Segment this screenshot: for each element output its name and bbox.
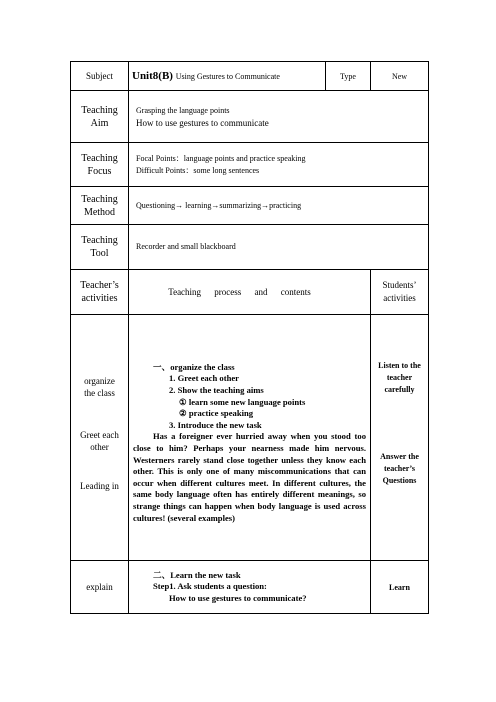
students-header-line-1: Students’ xyxy=(382,280,417,290)
aim-label-line-2: Aim xyxy=(90,117,109,129)
type-value: New xyxy=(371,62,429,91)
organize-sub-1: ① learn some new language points xyxy=(179,396,306,407)
organize-heading: 一、organize the class xyxy=(153,361,235,372)
unit-title xyxy=(129,62,326,91)
method-label xyxy=(71,187,129,225)
explain-step: Step1. Ask students a question: xyxy=(153,581,267,592)
leading-in-label: Leading in xyxy=(80,481,119,491)
type-label: Type xyxy=(326,62,371,91)
organize-item-3: 3. Introduce the new task xyxy=(169,419,262,430)
aim-label xyxy=(71,91,129,143)
aim-line-1: Grasping the language points xyxy=(136,105,230,115)
focus-line-1: Focal Points：language points and practice speaking xyxy=(136,153,306,163)
focus-content xyxy=(129,143,429,187)
learn-activity: Learn xyxy=(371,561,429,614)
focus-label-line-2: Focus xyxy=(87,165,112,177)
explain-question: How to use gestures to communicate? xyxy=(169,592,307,603)
teacher-header-line-2: activities xyxy=(81,293,118,304)
focus-label xyxy=(71,143,129,187)
tool-content: Recorder and small blackboard xyxy=(129,225,429,270)
leading-in-paragraph: Has a foreigner ever hurried away when you stood too close to him? Perhaps your nearness made him nervous. Westerners rarely stand close together unless they know each other. This is only one of many miscommunications that can occur when different cultures meet. In different cultures, the same body language often has entirely different meanings, so strange things can happen when body language is used across cultures! (several examples) xyxy=(133,431,366,523)
method-row xyxy=(71,187,429,225)
teacher-activities-header xyxy=(71,270,129,315)
method-content: Questioning→ learning→summarizing→practicing xyxy=(129,187,429,225)
process-header: Teaching process and contents xyxy=(129,270,371,315)
explain-row xyxy=(71,561,429,614)
focus-row xyxy=(71,143,429,187)
tool-label-line-2: Tool xyxy=(90,248,109,259)
organize-left-cell xyxy=(71,315,129,561)
tool-label-line-1: Teaching xyxy=(81,235,118,246)
organize-sub-2: ② practice speaking xyxy=(179,408,254,419)
subject-label: Subject xyxy=(71,62,129,91)
method-label-line-1: Teaching xyxy=(81,193,118,205)
method-label-line-2: Method xyxy=(83,206,116,218)
organize-item-1: 1. Greet each other xyxy=(169,373,239,384)
lesson-plan-table xyxy=(70,61,429,614)
explain-heading: 二、Learn the new task xyxy=(153,569,241,580)
activities-header-row xyxy=(71,270,429,315)
organize-row xyxy=(71,315,429,561)
aim-content xyxy=(129,91,429,143)
answer-activity: Answer the teacher’s Questions xyxy=(380,452,419,485)
focus-line-2: Difficult Points：some long sentences xyxy=(136,165,260,175)
organize-item-2: 2. Show the teaching aims xyxy=(169,385,264,396)
students-activities-header xyxy=(371,270,429,315)
tool-label xyxy=(71,225,129,270)
header-row xyxy=(71,62,429,91)
teacher-header-line-1: Teacher’s xyxy=(80,280,119,291)
organize-label: organize the class xyxy=(84,376,115,398)
explain-content-cell xyxy=(129,561,371,614)
aim-row xyxy=(71,91,429,143)
students-header-line-2: activities xyxy=(383,293,416,303)
focus-label-line-1: Teaching xyxy=(81,152,118,164)
greet-label: Greet each other xyxy=(80,430,119,452)
unit-topic: Using Gestures to Communicate xyxy=(175,72,280,81)
tool-row xyxy=(71,225,429,270)
organize-content-cell xyxy=(129,315,371,561)
aim-line-2: How to use gestures to communicate xyxy=(136,117,269,128)
aim-label-line-1: Teaching xyxy=(81,104,118,116)
listen-activity: Listen to the teacher carefully xyxy=(378,361,421,394)
unit-number: Unit8(B) xyxy=(132,70,173,82)
organize-right-cell xyxy=(371,315,429,561)
explain-label: explain xyxy=(71,561,129,614)
